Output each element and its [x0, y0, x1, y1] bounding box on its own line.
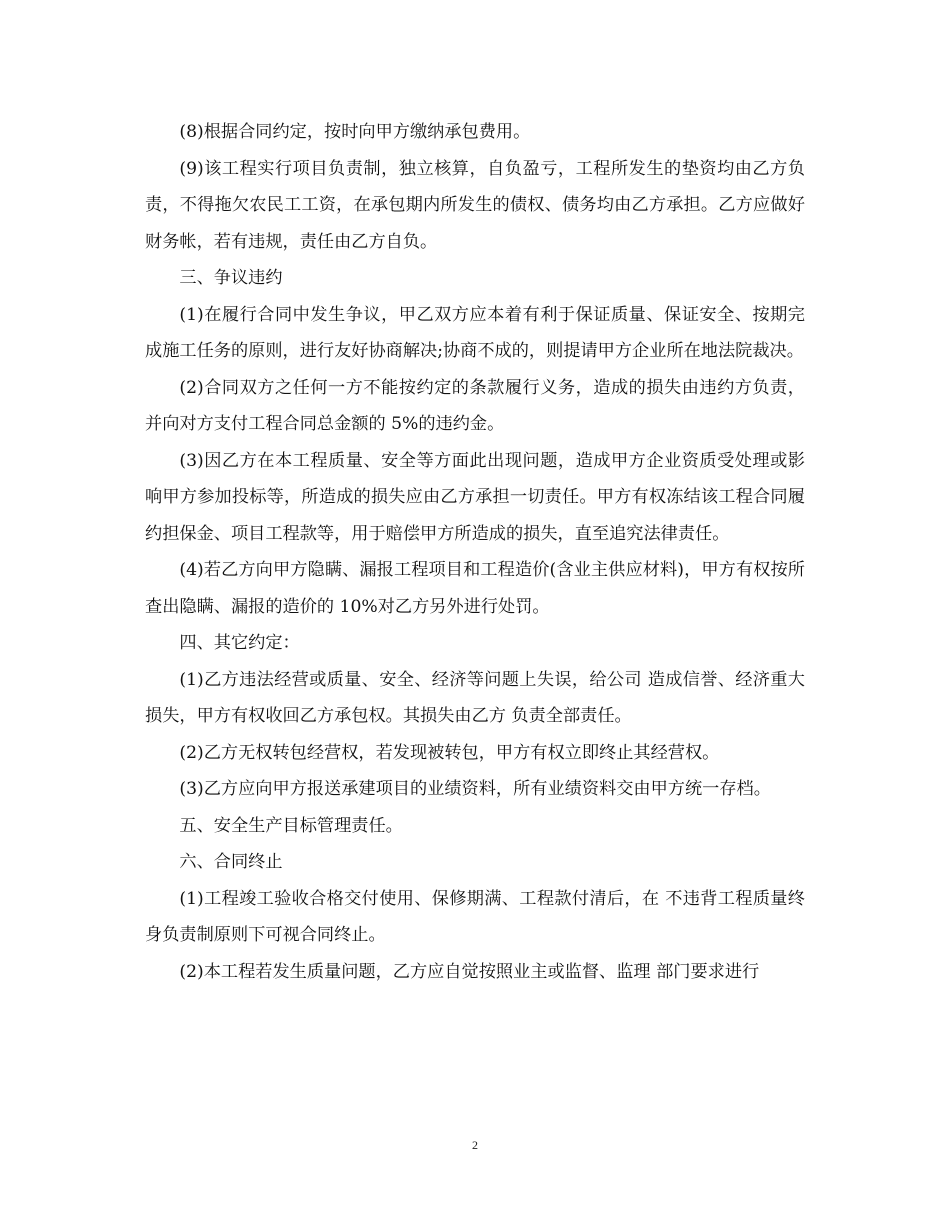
- dispute-clause-2: (2)合同双方之任何一方不能按约定的条款履行义务，造成的损失由违约方负责，并向对方支付工程合同总金额的 5%的违约金。: [145, 377, 805, 434]
- other-clause-3: (3)乙方应向甲方报送承建项目的业绩资料，所有业绩资料交由甲方统一存档。: [179, 779, 771, 799]
- section-heading-termination: 六、合同终止: [179, 852, 283, 872]
- clause-9: (9)该工程实行项目负责制，独立核算，自负盈亏，工程所发生的垫资均由乙方负责，不得拖欠农民工工资，在承包期内所发生的债权、债务均由乙方承担。乙方应做好财务帐，若有违规，责任由乙方自负。: [145, 158, 805, 252]
- section-heading-safety: 五、安全生产目标管理责任。: [179, 815, 403, 836]
- clause-8: (8)根据合同约定，按时向甲方缴纳承包费用。: [179, 122, 531, 142]
- dispute-clause-1: (1)在履行合同中发生争议，甲乙双方应本着有利于保证质量、保证安全、按期完成施工任务的原则，进行友好协商解决;协商不成的，则提请甲方企业所在地法院裁决。: [145, 304, 805, 361]
- other-clause-2: (2)乙方无权转包经营权，若发现被转包，甲方有权立即终止其经营权。: [179, 742, 720, 763]
- other-clause-1: (1)乙方违法经营或质量、安全、经济等问题上失误，给公司 造成信誉、经济重大损失，甲方有权收回乙方承包权。其损失由乙方 负责全部责任。: [145, 669, 805, 726]
- termination-clause-2: (2)本工程若发生质量问题，乙方应自觉按照业主或监督、监理 部门要求进行: [179, 961, 760, 982]
- dispute-clause-4: (4)若乙方向甲方隐瞒、漏报工程项目和工程造价(含业主供应材料)，甲方有权按所查出隐瞒、漏报的造价的 10%对乙方另外进行处罚。: [145, 560, 805, 617]
- section-heading-other: 四、其它约定：: [179, 633, 300, 653]
- document-body: [145, 114, 805, 990]
- section-heading-dispute: 三、争议违约: [179, 268, 283, 288]
- page-number: 2: [472, 1138, 478, 1152]
- dispute-clause-3: (3)因乙方在本工程质量、安全等方面此出现问题，造成甲方企业资质受处理或影响甲方参加投标等，所造成的损失应由乙方承担一切责任。甲方有权冻结该工程合同履约担保金、项目工程款等，用于赔偿甲方所造成的损失，直至追究法律责任。: [145, 450, 805, 544]
- termination-clause-1: (1)工程竣工验收合格交付使用、保修期满、工程款付清后，在 不违背工程质量终身负责制原则下可视合同终止。: [145, 888, 805, 945]
